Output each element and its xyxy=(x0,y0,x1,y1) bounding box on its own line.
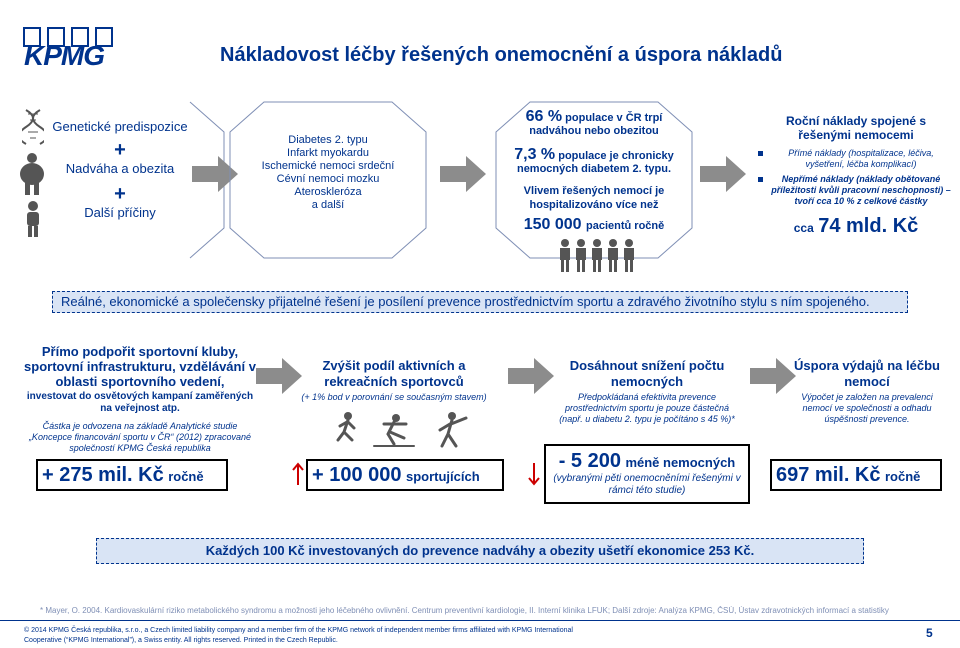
arrow-icon xyxy=(700,156,746,192)
patients-column xyxy=(558,358,736,425)
page-title: Nákladovost léčby řešených onemocnění a úspora nákladů xyxy=(220,44,783,66)
invest-value-box xyxy=(36,459,228,491)
athletes-unit: sportujících xyxy=(405,469,480,484)
costs-bullet xyxy=(758,174,954,207)
bullet-icon xyxy=(758,177,763,182)
disease-item: Cévní nemoci mozku xyxy=(276,173,380,185)
copyright-line: © 2014 KPMG Česká republika, s.r.o., a Czech limited liability company and a member firm of the KPMG network of independent member firms affiliated with KPMG International xyxy=(24,627,573,634)
athletes-column xyxy=(296,358,492,403)
obese-person-icon xyxy=(18,152,46,196)
savings-value-box xyxy=(770,459,942,491)
disease-item: Ateroskleróza xyxy=(294,186,362,198)
costs-value: 74 mld. Kč xyxy=(818,215,919,237)
invest-column xyxy=(20,344,260,454)
costs-direct: Přímé náklady (hospitalizace, léčiva, vyšetření, léčba komplikací) xyxy=(788,148,934,169)
stat-diabetes-text: populace je chronicky nemocných diabetem 2. typu. xyxy=(516,150,674,175)
solution-text: Reálné, ekonomické a společensky přijatelné řešení je posílení prevence prostřednictvím sportu a zdravého životního stylu s ním spojeného. xyxy=(61,294,870,309)
copyright-line: Cooperative (“KPMG International”), a Swiss entity. All rights reserved. Printed in the Czech Republic. xyxy=(24,637,338,644)
athletes-value: + 100 000 xyxy=(312,464,402,486)
disease-item: Ischemické nemoci srdeční xyxy=(261,160,395,172)
patients-icon xyxy=(556,238,638,274)
arrow-icon xyxy=(440,156,486,192)
invest-value: + 275 mil. Kč xyxy=(42,464,164,486)
header-bar xyxy=(0,0,960,104)
savings-column xyxy=(792,358,942,425)
invest-title: Přímo podpořit sportovní kluby, sportovní infrastrukturu, vzdělávání v oblasti sportovního vedení, xyxy=(24,344,256,389)
conclusion-text: Každých 100 Kč investovaných do prevence nadváhy a obezity ušetří ekonomice 253 Kč. xyxy=(205,543,755,558)
logo-text: KPMG xyxy=(24,40,104,71)
arrow-icon xyxy=(750,358,796,394)
plus-sign: + xyxy=(114,183,126,205)
disease-item: a další xyxy=(311,199,345,211)
athletes-subtitle: (+ 1% bod v porovnání se současným stavem) xyxy=(301,392,487,402)
hospitalized-unit: pacientů ročně xyxy=(586,220,665,232)
stat-overweight-text: populace v ČR trpí nadváhou nebo obezitou xyxy=(529,112,663,137)
hospitalized-text: Vlivem řešených nemocí je hospitalizováno více než xyxy=(523,185,665,211)
cause-obesity: Nadváha a obezita xyxy=(65,161,175,176)
patients-unit: méně nemocných xyxy=(625,455,736,470)
copyright xyxy=(24,626,824,646)
cause-other: Další příčiny xyxy=(84,205,156,220)
down-arrow-icon xyxy=(528,462,540,486)
diseases-list xyxy=(240,134,416,212)
savings-value: 697 mil. Kč xyxy=(776,464,881,486)
arrow-icon xyxy=(508,358,554,394)
costs-bullet xyxy=(758,148,954,170)
patients-value-box xyxy=(544,444,750,504)
bullet-icon xyxy=(758,151,763,156)
sports-icons xyxy=(334,410,474,450)
costs-indirect: Nepřímé náklady (náklady obětované příležitosti kvůli pracovní neschopnosti) – tvoří cca 10 % z celkové částky xyxy=(771,174,951,206)
plus-sign: + xyxy=(114,139,126,161)
stat-overweight xyxy=(504,110,684,138)
costs-prefix: cca xyxy=(793,221,814,235)
savings-subtitle: Výpočet je založen na prevalenci nemocí ve společnosti a odhadu úspěšnosti prevence. xyxy=(801,392,933,424)
patients-subtitle: Předpokládaná efektivita prevence prostřednictvím sportu je pouze částečná (např. u diabetu 2. typu je počítáno s 45 %)* xyxy=(559,392,735,424)
patients-title: Dosáhnout snížení počtu nemocných xyxy=(569,358,725,389)
patients-value: - 5 200 xyxy=(558,450,621,472)
page-number: 5 xyxy=(926,626,933,640)
invest-note: Částka je odvozena na základě Analytické studie „Koncepce financování sportu v ČR“ (2012) zpracované společností KPMG Česká republika xyxy=(28,421,252,453)
costs-title: Roční náklady spojené s řešenými nemocemi xyxy=(785,114,927,142)
conclusion-banner xyxy=(96,538,864,564)
question-person-icon xyxy=(20,200,46,238)
costs-block xyxy=(758,114,954,238)
kpmg-logo xyxy=(22,26,122,72)
invest-unit: ročně xyxy=(168,469,204,484)
dna-icon xyxy=(22,108,44,146)
stat-diabetes xyxy=(504,148,684,176)
savings-unit: ročně xyxy=(884,469,921,484)
causes-list xyxy=(46,120,194,222)
invest-subtitle: investovat do osvětových kampaní zaměřených na veřejnost atp. xyxy=(26,391,254,414)
footnote: * Mayer, O. 2004. Kardiovaskulární riziko metabolického syndromu a možnosti jeho léčebného ovlivnění. Centrum preventivní kardiologie, II. Interní klinika LFUK; Další zdroje: Analýza KPMG, ČSÚ, Ústav zdravotnických informací a statistiky xyxy=(40,606,889,615)
costs-total xyxy=(758,215,954,238)
stat-diabetes-value: 7,3 % xyxy=(514,146,556,163)
cause-genetic: Genetické predispozice xyxy=(52,119,188,134)
hospitalized-stat xyxy=(504,216,684,234)
stat-overweight-value: 66 % xyxy=(525,108,563,125)
solution-banner xyxy=(52,291,908,313)
patients-note: (vybranými pěti onemocněními řešenými v rámci této studie) xyxy=(553,473,741,496)
savings-title: Úspora výdajů na léčbu nemocí xyxy=(794,358,940,389)
stats-block xyxy=(504,110,684,234)
disease-item: Infarkt myokardu xyxy=(287,147,369,159)
disease-item: Diabetes 2. typu xyxy=(288,134,368,146)
athletes-value-box xyxy=(306,459,504,491)
footer-divider xyxy=(0,620,960,621)
up-arrow-icon xyxy=(292,462,304,486)
hospitalized-value: 150 000 xyxy=(523,216,582,233)
athletes-title: Zvýšit podíl aktivních a rekreačních sportovců xyxy=(322,358,466,389)
patients-total xyxy=(546,450,748,473)
